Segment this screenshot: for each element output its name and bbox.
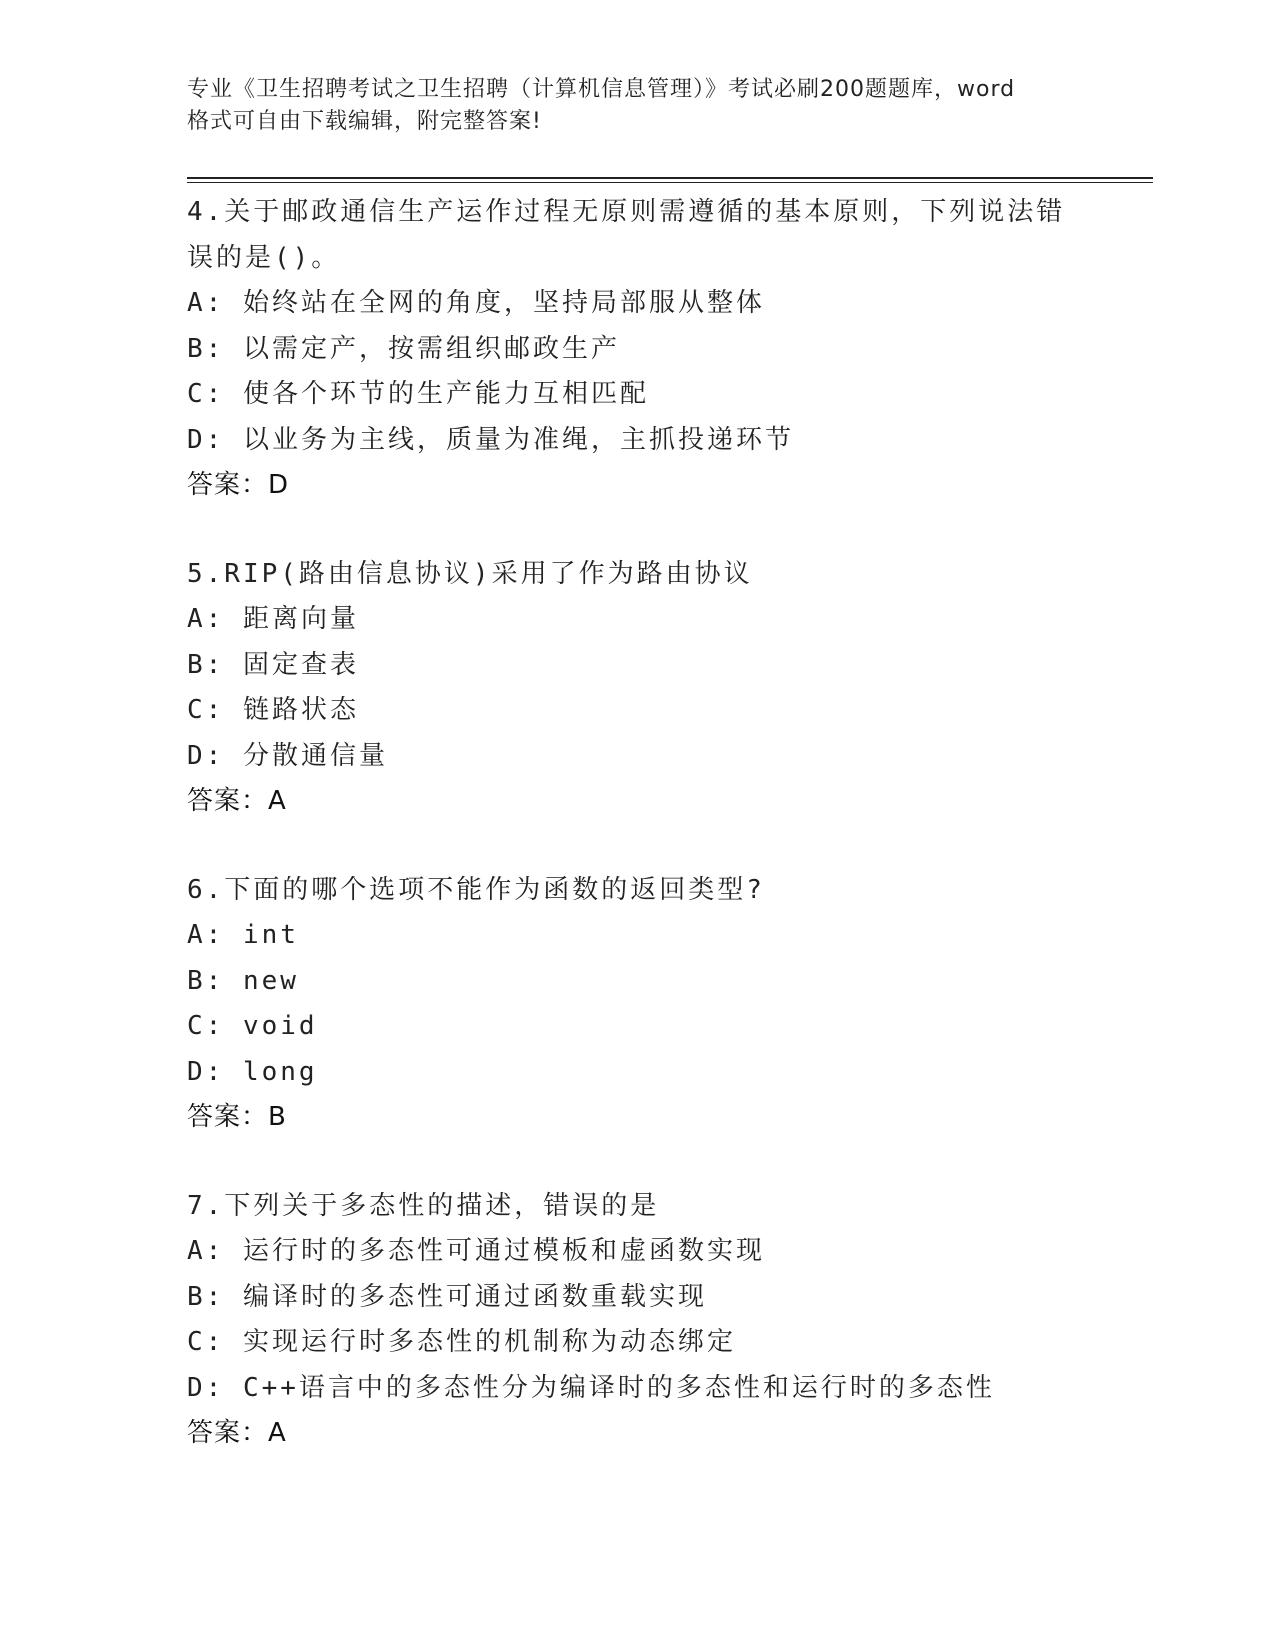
answer-option: B: 固定查表 [187, 649, 359, 680]
answer-option: D: 以业务为主线，质量为准绳，主抓投递环节 [187, 424, 794, 455]
answer-option: B: 以需定产，按需组织邮政生产 [187, 333, 620, 364]
question-stem [187, 1184, 1147, 1230]
question-item [187, 868, 1147, 1141]
question-item [187, 1184, 1147, 1457]
answer-option: C: 链路状态 [187, 695, 359, 725]
answer-option: A: 距离向量 [187, 604, 359, 634]
answer-option: D: 分散通信量 [187, 740, 388, 771]
answer-option: A: 运行时的多态性可通过模板和虚函数实现 [187, 1236, 765, 1266]
header-line-2: 格式可自由下载编辑，附完整答案! [187, 109, 542, 134]
answer-key: 答案：A [187, 786, 287, 816]
answer-option: C: void [187, 1011, 318, 1041]
question-list [187, 190, 1147, 1500]
question-stem [187, 868, 1147, 914]
answer-option: C: 实现运行时多态性的机制称为动态绑定 [187, 1327, 736, 1357]
question-stem-line: 6.下面的哪个选项不能作为函数的返回类型? [187, 874, 765, 905]
answer-option: A: 始终站在全网的角度，坚持局部服从整体 [187, 288, 765, 318]
question-stem [187, 552, 1147, 598]
answer-key: 答案：A [187, 1418, 287, 1448]
question-stem-line: 误的是()。 [187, 242, 341, 273]
question-item [187, 190, 1147, 509]
answer-option: B: 编译时的多态性可通过函数重载实现 [187, 1281, 707, 1312]
answer-option: C: 使各个环节的生产能力互相匹配 [187, 379, 649, 409]
answer-option: D: long [187, 1056, 318, 1087]
document-header [187, 74, 1087, 138]
answer-option: B: new [187, 965, 299, 996]
question-stem-line: 4.关于邮政通信生产运作过程无原则需遵循的基本原则，下列说法错 [187, 197, 1066, 227]
header-divider-thin [187, 182, 1153, 183]
header-divider [187, 177, 1153, 179]
question-item [187, 552, 1147, 825]
answer-key: 答案：B [187, 1102, 287, 1132]
question-stem-line: 5.RIP(路由信息协议)采用了作为路由协议 [187, 558, 753, 589]
header-line-1: 专业《卫生招聘考试之卫生招聘（计算机信息管理）》考试必刷200题题库，word [187, 77, 1016, 102]
answer-option: A: int [187, 920, 299, 950]
answer-key: 答案：D [187, 470, 290, 500]
question-stem [187, 190, 1147, 281]
question-stem-line: 7.下列关于多态性的描述，错误的是 [187, 1190, 660, 1221]
answer-option: D: C++语言中的多态性分为编译时的多态性和运行时的多态性 [187, 1372, 995, 1403]
